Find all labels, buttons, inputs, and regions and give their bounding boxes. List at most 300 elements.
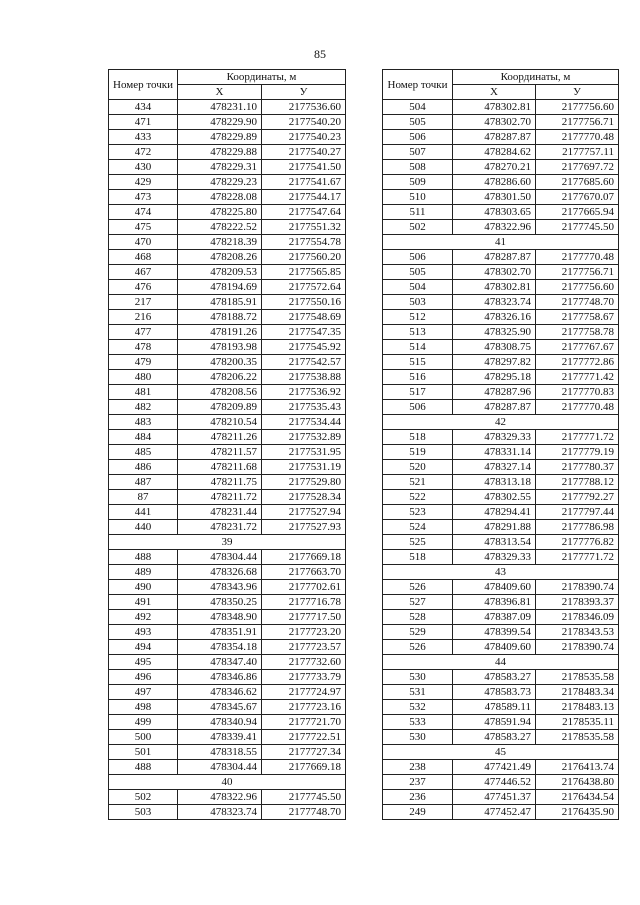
point-number-cell: 518 xyxy=(383,550,453,565)
y-coordinate-cell: 2177534.44 xyxy=(262,415,346,430)
point-number-cell: 533 xyxy=(383,715,453,730)
section-row xyxy=(109,535,346,550)
x-coordinate-cell: 478322.96 xyxy=(178,790,262,805)
table-row xyxy=(383,520,619,535)
y-coordinate-cell: 2177669.18 xyxy=(262,550,346,565)
x-coordinate-cell: 478231.72 xyxy=(178,520,262,535)
point-number-cell: 486 xyxy=(109,460,178,475)
table-body-left xyxy=(109,100,346,820)
table-row xyxy=(109,685,346,700)
y-coordinate-cell: 2177797.44 xyxy=(536,505,619,520)
x-coordinate-cell: 478200.35 xyxy=(178,355,262,370)
header-point-number: Номер точки xyxy=(109,70,178,100)
section-number: 45 xyxy=(383,745,619,760)
point-number-cell: 429 xyxy=(109,175,178,190)
x-coordinate-cell: 478188.72 xyxy=(178,310,262,325)
point-number-cell: 505 xyxy=(383,115,453,130)
x-coordinate-cell: 478345.67 xyxy=(178,700,262,715)
y-coordinate-cell: 2178343.53 xyxy=(536,625,619,640)
x-coordinate-cell: 478211.68 xyxy=(178,460,262,475)
y-coordinate-cell: 2177756.60 xyxy=(536,100,619,115)
table-row xyxy=(109,220,346,235)
point-number-cell: 501 xyxy=(109,745,178,760)
x-coordinate-cell: 478348.90 xyxy=(178,610,262,625)
y-coordinate-cell: 2177770.48 xyxy=(536,130,619,145)
table-row xyxy=(109,340,346,355)
table-row xyxy=(109,310,346,325)
y-coordinate-cell: 2176438.80 xyxy=(536,775,619,790)
table-row xyxy=(109,745,346,760)
point-number-cell: 488 xyxy=(109,760,178,775)
table-row xyxy=(109,145,346,160)
y-coordinate-cell: 2177771.72 xyxy=(536,550,619,565)
x-coordinate-cell: 478589.11 xyxy=(453,700,536,715)
table-row xyxy=(109,265,346,280)
y-coordinate-cell: 2177717.50 xyxy=(262,610,346,625)
x-coordinate-cell: 478211.57 xyxy=(178,445,262,460)
x-coordinate-cell: 478318.55 xyxy=(178,745,262,760)
point-number-cell: 87 xyxy=(109,490,178,505)
x-coordinate-cell: 478301.50 xyxy=(453,190,536,205)
table-row xyxy=(383,625,619,640)
y-coordinate-cell: 2177547.35 xyxy=(262,325,346,340)
point-number-cell: 474 xyxy=(109,205,178,220)
table-row xyxy=(383,790,619,805)
y-coordinate-cell: 2177771.42 xyxy=(536,370,619,385)
table-row xyxy=(383,445,619,460)
table-row xyxy=(109,325,346,340)
y-coordinate-cell: 2177529.80 xyxy=(262,475,346,490)
table-row xyxy=(383,685,619,700)
y-coordinate-cell: 2177723.20 xyxy=(262,625,346,640)
y-coordinate-cell: 2177770.48 xyxy=(536,400,619,415)
table-row xyxy=(109,430,346,445)
y-coordinate-cell: 2177776.82 xyxy=(536,535,619,550)
table-row xyxy=(109,625,346,640)
point-number-cell: 497 xyxy=(109,685,178,700)
y-coordinate-cell: 2177792.27 xyxy=(536,490,619,505)
y-coordinate-cell: 2177756.60 xyxy=(536,280,619,295)
x-coordinate-cell: 478231.44 xyxy=(178,505,262,520)
x-coordinate-cell: 478329.33 xyxy=(453,550,536,565)
section-number: 44 xyxy=(383,655,619,670)
y-coordinate-cell: 2178390.74 xyxy=(536,640,619,655)
point-number-cell: 249 xyxy=(383,805,453,820)
x-coordinate-cell: 478209.53 xyxy=(178,265,262,280)
header-coordinates: Координаты, м xyxy=(453,70,619,85)
y-coordinate-cell: 2178346.09 xyxy=(536,610,619,625)
y-coordinate-cell: 2177538.88 xyxy=(262,370,346,385)
table-row xyxy=(383,190,619,205)
point-number-cell: 503 xyxy=(383,295,453,310)
point-number-cell: 473 xyxy=(109,190,178,205)
x-coordinate-cell: 478308.75 xyxy=(453,340,536,355)
table-row xyxy=(109,505,346,520)
y-coordinate-cell: 2177767.67 xyxy=(536,340,619,355)
point-number-cell: 484 xyxy=(109,430,178,445)
x-coordinate-cell: 477421.49 xyxy=(453,760,536,775)
table-row xyxy=(109,760,346,775)
section-row xyxy=(383,745,619,760)
point-number-cell: 505 xyxy=(383,265,453,280)
point-number-cell: 236 xyxy=(383,790,453,805)
y-coordinate-cell: 2177727.34 xyxy=(262,745,346,760)
x-coordinate-cell: 478229.90 xyxy=(178,115,262,130)
x-coordinate-cell: 478583.27 xyxy=(453,670,536,685)
x-coordinate-cell: 478185.91 xyxy=(178,295,262,310)
point-number-cell: 520 xyxy=(383,460,453,475)
y-coordinate-cell: 2177540.27 xyxy=(262,145,346,160)
point-number-cell: 530 xyxy=(383,730,453,745)
point-number-cell: 440 xyxy=(109,520,178,535)
y-coordinate-cell: 2176434.54 xyxy=(536,790,619,805)
y-coordinate-cell: 2177748.70 xyxy=(262,805,346,820)
y-coordinate-cell: 2177779.19 xyxy=(536,445,619,460)
table-row xyxy=(109,655,346,670)
section-row xyxy=(109,775,346,790)
x-coordinate-cell: 478591.94 xyxy=(453,715,536,730)
point-number-cell: 216 xyxy=(109,310,178,325)
y-coordinate-cell: 2177560.20 xyxy=(262,250,346,265)
point-number-cell: 502 xyxy=(383,220,453,235)
x-coordinate-cell: 478329.33 xyxy=(453,430,536,445)
y-coordinate-cell: 2177547.64 xyxy=(262,205,346,220)
x-coordinate-cell: 478302.70 xyxy=(453,115,536,130)
section-number: 42 xyxy=(383,415,619,430)
y-coordinate-cell: 2177527.93 xyxy=(262,520,346,535)
point-number-cell: 495 xyxy=(109,655,178,670)
point-number-cell: 434 xyxy=(109,100,178,115)
y-coordinate-cell: 2177665.94 xyxy=(536,205,619,220)
point-number-cell: 472 xyxy=(109,145,178,160)
table-row xyxy=(109,730,346,745)
point-number-cell: 524 xyxy=(383,520,453,535)
x-coordinate-cell: 478302.81 xyxy=(453,100,536,115)
y-coordinate-cell: 2177535.43 xyxy=(262,400,346,415)
y-coordinate-cell: 2177536.92 xyxy=(262,385,346,400)
table-row xyxy=(109,385,346,400)
table-row xyxy=(383,760,619,775)
table-row xyxy=(383,460,619,475)
y-coordinate-cell: 2177540.23 xyxy=(262,130,346,145)
point-number-cell: 518 xyxy=(383,430,453,445)
section-number: 41 xyxy=(383,235,619,250)
x-coordinate-cell: 478304.44 xyxy=(178,760,262,775)
y-coordinate-cell: 2176413.74 xyxy=(536,760,619,775)
table-row xyxy=(383,355,619,370)
y-coordinate-cell: 2177531.95 xyxy=(262,445,346,460)
point-number-cell: 506 xyxy=(383,130,453,145)
y-coordinate-cell: 2177723.57 xyxy=(262,640,346,655)
point-number-cell: 529 xyxy=(383,625,453,640)
table-row xyxy=(383,640,619,655)
x-coordinate-cell: 478343.96 xyxy=(178,580,262,595)
x-coordinate-cell: 478206.22 xyxy=(178,370,262,385)
x-coordinate-cell: 478302.81 xyxy=(453,280,536,295)
point-number-cell: 487 xyxy=(109,475,178,490)
point-number-cell: 479 xyxy=(109,355,178,370)
table-row xyxy=(109,100,346,115)
x-coordinate-cell: 478208.56 xyxy=(178,385,262,400)
x-coordinate-cell: 478297.82 xyxy=(453,355,536,370)
y-coordinate-cell: 2177542.57 xyxy=(262,355,346,370)
x-coordinate-cell: 478229.89 xyxy=(178,130,262,145)
x-coordinate-cell: 478583.27 xyxy=(453,730,536,745)
x-coordinate-cell: 478346.62 xyxy=(178,685,262,700)
x-coordinate-cell: 478302.70 xyxy=(453,265,536,280)
table-row xyxy=(383,775,619,790)
point-number-cell: 506 xyxy=(383,250,453,265)
point-number-cell: 494 xyxy=(109,640,178,655)
point-number-cell: 496 xyxy=(109,670,178,685)
y-coordinate-cell: 2177758.78 xyxy=(536,325,619,340)
y-coordinate-cell: 2177757.11 xyxy=(536,145,619,160)
x-coordinate-cell: 478409.60 xyxy=(453,580,536,595)
table-row xyxy=(383,505,619,520)
x-coordinate-cell: 478225.80 xyxy=(178,205,262,220)
x-coordinate-cell: 478211.26 xyxy=(178,430,262,445)
table-row xyxy=(383,400,619,415)
y-coordinate-cell: 2177536.60 xyxy=(262,100,346,115)
table-row xyxy=(383,295,619,310)
y-coordinate-cell: 2177721.70 xyxy=(262,715,346,730)
y-coordinate-cell: 2177565.85 xyxy=(262,265,346,280)
table-row xyxy=(109,235,346,250)
y-coordinate-cell: 2178535.58 xyxy=(536,670,619,685)
table-row xyxy=(109,190,346,205)
table-row xyxy=(383,475,619,490)
point-number-cell: 490 xyxy=(109,580,178,595)
point-number-cell: 468 xyxy=(109,250,178,265)
point-number-cell: 476 xyxy=(109,280,178,295)
point-number-cell: 532 xyxy=(383,700,453,715)
y-coordinate-cell: 2177788.12 xyxy=(536,475,619,490)
table-row xyxy=(383,430,619,445)
x-coordinate-cell: 478295.18 xyxy=(453,370,536,385)
x-coordinate-cell: 478209.89 xyxy=(178,400,262,415)
coordinates-table-left xyxy=(108,69,346,820)
point-number-cell: 504 xyxy=(383,100,453,115)
table-row xyxy=(109,565,346,580)
x-coordinate-cell: 478294.41 xyxy=(453,505,536,520)
y-coordinate-cell: 2178535.58 xyxy=(536,730,619,745)
y-coordinate-cell: 2177722.51 xyxy=(262,730,346,745)
x-coordinate-cell: 478211.75 xyxy=(178,475,262,490)
point-number-cell: 471 xyxy=(109,115,178,130)
table-row xyxy=(383,175,619,190)
y-coordinate-cell: 2177771.72 xyxy=(536,430,619,445)
header-x: Х xyxy=(178,85,262,100)
point-number-cell: 491 xyxy=(109,595,178,610)
table-row xyxy=(383,310,619,325)
point-number-cell: 467 xyxy=(109,265,178,280)
x-coordinate-cell: 478287.96 xyxy=(453,385,536,400)
x-coordinate-cell: 478313.54 xyxy=(453,535,536,550)
y-coordinate-cell: 2177716.78 xyxy=(262,595,346,610)
y-coordinate-cell: 2177572.64 xyxy=(262,280,346,295)
point-number-cell: 516 xyxy=(383,370,453,385)
point-number-cell: 508 xyxy=(383,160,453,175)
point-number-cell: 514 xyxy=(383,340,453,355)
point-number-cell: 526 xyxy=(383,580,453,595)
x-coordinate-cell: 477452.47 xyxy=(453,805,536,820)
point-number-cell: 483 xyxy=(109,415,178,430)
table-header-row xyxy=(383,70,619,85)
table-row xyxy=(109,595,346,610)
x-coordinate-cell: 478347.40 xyxy=(178,655,262,670)
x-coordinate-cell: 478291.88 xyxy=(453,520,536,535)
point-number-cell: 433 xyxy=(109,130,178,145)
table-row xyxy=(383,610,619,625)
point-number-cell: 531 xyxy=(383,685,453,700)
x-coordinate-cell: 478340.94 xyxy=(178,715,262,730)
point-number-cell: 237 xyxy=(383,775,453,790)
point-number-cell: 493 xyxy=(109,625,178,640)
point-number-cell: 512 xyxy=(383,310,453,325)
y-coordinate-cell: 2177697.72 xyxy=(536,160,619,175)
point-number-cell: 482 xyxy=(109,400,178,415)
x-coordinate-cell: 478323.74 xyxy=(178,805,262,820)
x-coordinate-cell: 478304.44 xyxy=(178,550,262,565)
x-coordinate-cell: 478346.86 xyxy=(178,670,262,685)
x-coordinate-cell: 478354.18 xyxy=(178,640,262,655)
y-coordinate-cell: 2178535.11 xyxy=(536,715,619,730)
page-number: 85 xyxy=(314,47,326,61)
point-number-cell: 506 xyxy=(383,400,453,415)
x-coordinate-cell: 478194.69 xyxy=(178,280,262,295)
table-row xyxy=(109,295,346,310)
table-row xyxy=(383,265,619,280)
x-coordinate-cell: 478313.18 xyxy=(453,475,536,490)
table-row xyxy=(383,205,619,220)
table-row xyxy=(383,370,619,385)
table-row xyxy=(383,145,619,160)
point-number-cell: 485 xyxy=(109,445,178,460)
table-row xyxy=(383,595,619,610)
table-row xyxy=(383,730,619,745)
table-row xyxy=(383,580,619,595)
point-number-cell: 517 xyxy=(383,385,453,400)
point-number-cell: 489 xyxy=(109,565,178,580)
point-number-cell: 522 xyxy=(383,490,453,505)
table-row xyxy=(383,325,619,340)
x-coordinate-cell: 478327.14 xyxy=(453,460,536,475)
x-coordinate-cell: 478303.65 xyxy=(453,205,536,220)
table-row xyxy=(109,490,346,505)
table-row xyxy=(109,370,346,385)
y-coordinate-cell: 2177756.71 xyxy=(536,265,619,280)
table-row xyxy=(109,475,346,490)
y-coordinate-cell: 2177551.32 xyxy=(262,220,346,235)
point-number-cell: 523 xyxy=(383,505,453,520)
y-coordinate-cell: 2177723.16 xyxy=(262,700,346,715)
point-number-cell: 477 xyxy=(109,325,178,340)
y-coordinate-cell: 2177540.20 xyxy=(262,115,346,130)
y-coordinate-cell: 2177733.79 xyxy=(262,670,346,685)
table-row xyxy=(109,400,346,415)
point-number-cell: 503 xyxy=(109,805,178,820)
y-coordinate-cell: 2177702.61 xyxy=(262,580,346,595)
point-number-cell: 504 xyxy=(383,280,453,295)
y-coordinate-cell: 2177770.48 xyxy=(536,250,619,265)
table-row xyxy=(383,670,619,685)
x-coordinate-cell: 478351.91 xyxy=(178,625,262,640)
table-row xyxy=(109,250,346,265)
y-coordinate-cell: 2177663.70 xyxy=(262,565,346,580)
y-coordinate-cell: 2177550.16 xyxy=(262,295,346,310)
x-coordinate-cell: 478339.41 xyxy=(178,730,262,745)
x-coordinate-cell: 478323.74 xyxy=(453,295,536,310)
point-number-cell: 499 xyxy=(109,715,178,730)
y-coordinate-cell: 2177770.83 xyxy=(536,385,619,400)
table-row xyxy=(383,700,619,715)
point-number-cell: 530 xyxy=(383,670,453,685)
y-coordinate-cell: 2178390.74 xyxy=(536,580,619,595)
table-row xyxy=(383,490,619,505)
y-coordinate-cell: 2177527.94 xyxy=(262,505,346,520)
header-y: У xyxy=(262,85,346,100)
point-number-cell: 513 xyxy=(383,325,453,340)
y-coordinate-cell: 2177545.92 xyxy=(262,340,346,355)
y-coordinate-cell: 2177724.97 xyxy=(262,685,346,700)
y-coordinate-cell: 2177786.98 xyxy=(536,520,619,535)
point-number-cell: 509 xyxy=(383,175,453,190)
table-row xyxy=(109,460,346,475)
x-coordinate-cell: 478583.73 xyxy=(453,685,536,700)
table-row xyxy=(383,805,619,820)
y-coordinate-cell: 2177758.67 xyxy=(536,310,619,325)
point-number-cell: 478 xyxy=(109,340,178,355)
table-row xyxy=(383,250,619,265)
y-coordinate-cell: 2177745.50 xyxy=(536,220,619,235)
table-row xyxy=(383,220,619,235)
table-row xyxy=(109,445,346,460)
y-coordinate-cell: 2177554.78 xyxy=(262,235,346,250)
point-number-cell: 480 xyxy=(109,370,178,385)
x-coordinate-cell: 478302.55 xyxy=(453,490,536,505)
point-number-cell: 492 xyxy=(109,610,178,625)
point-number-cell: 488 xyxy=(109,550,178,565)
point-number-cell: 217 xyxy=(109,295,178,310)
header-coordinates: Координаты, м xyxy=(178,70,346,85)
y-coordinate-cell: 2177544.17 xyxy=(262,190,346,205)
point-number-cell: 527 xyxy=(383,595,453,610)
y-coordinate-cell: 2177780.37 xyxy=(536,460,619,475)
point-number-cell: 525 xyxy=(383,535,453,550)
point-number-cell: 528 xyxy=(383,610,453,625)
y-coordinate-cell: 2177732.60 xyxy=(262,655,346,670)
table-row xyxy=(109,700,346,715)
table-row xyxy=(109,580,346,595)
section-row xyxy=(383,565,619,580)
table-row xyxy=(109,115,346,130)
table-row xyxy=(109,715,346,730)
table-row xyxy=(109,805,346,820)
table-row xyxy=(109,160,346,175)
x-coordinate-cell: 478218.39 xyxy=(178,235,262,250)
table-row xyxy=(383,100,619,115)
point-number-cell: 511 xyxy=(383,205,453,220)
x-coordinate-cell: 478229.88 xyxy=(178,145,262,160)
header-y: У xyxy=(536,85,619,100)
y-coordinate-cell: 2177670.07 xyxy=(536,190,619,205)
x-coordinate-cell: 478193.98 xyxy=(178,340,262,355)
point-number-cell: 430 xyxy=(109,160,178,175)
point-number-cell: 238 xyxy=(383,760,453,775)
x-coordinate-cell: 478229.31 xyxy=(178,160,262,175)
x-coordinate-cell: 478211.72 xyxy=(178,490,262,505)
point-number-cell: 510 xyxy=(383,190,453,205)
